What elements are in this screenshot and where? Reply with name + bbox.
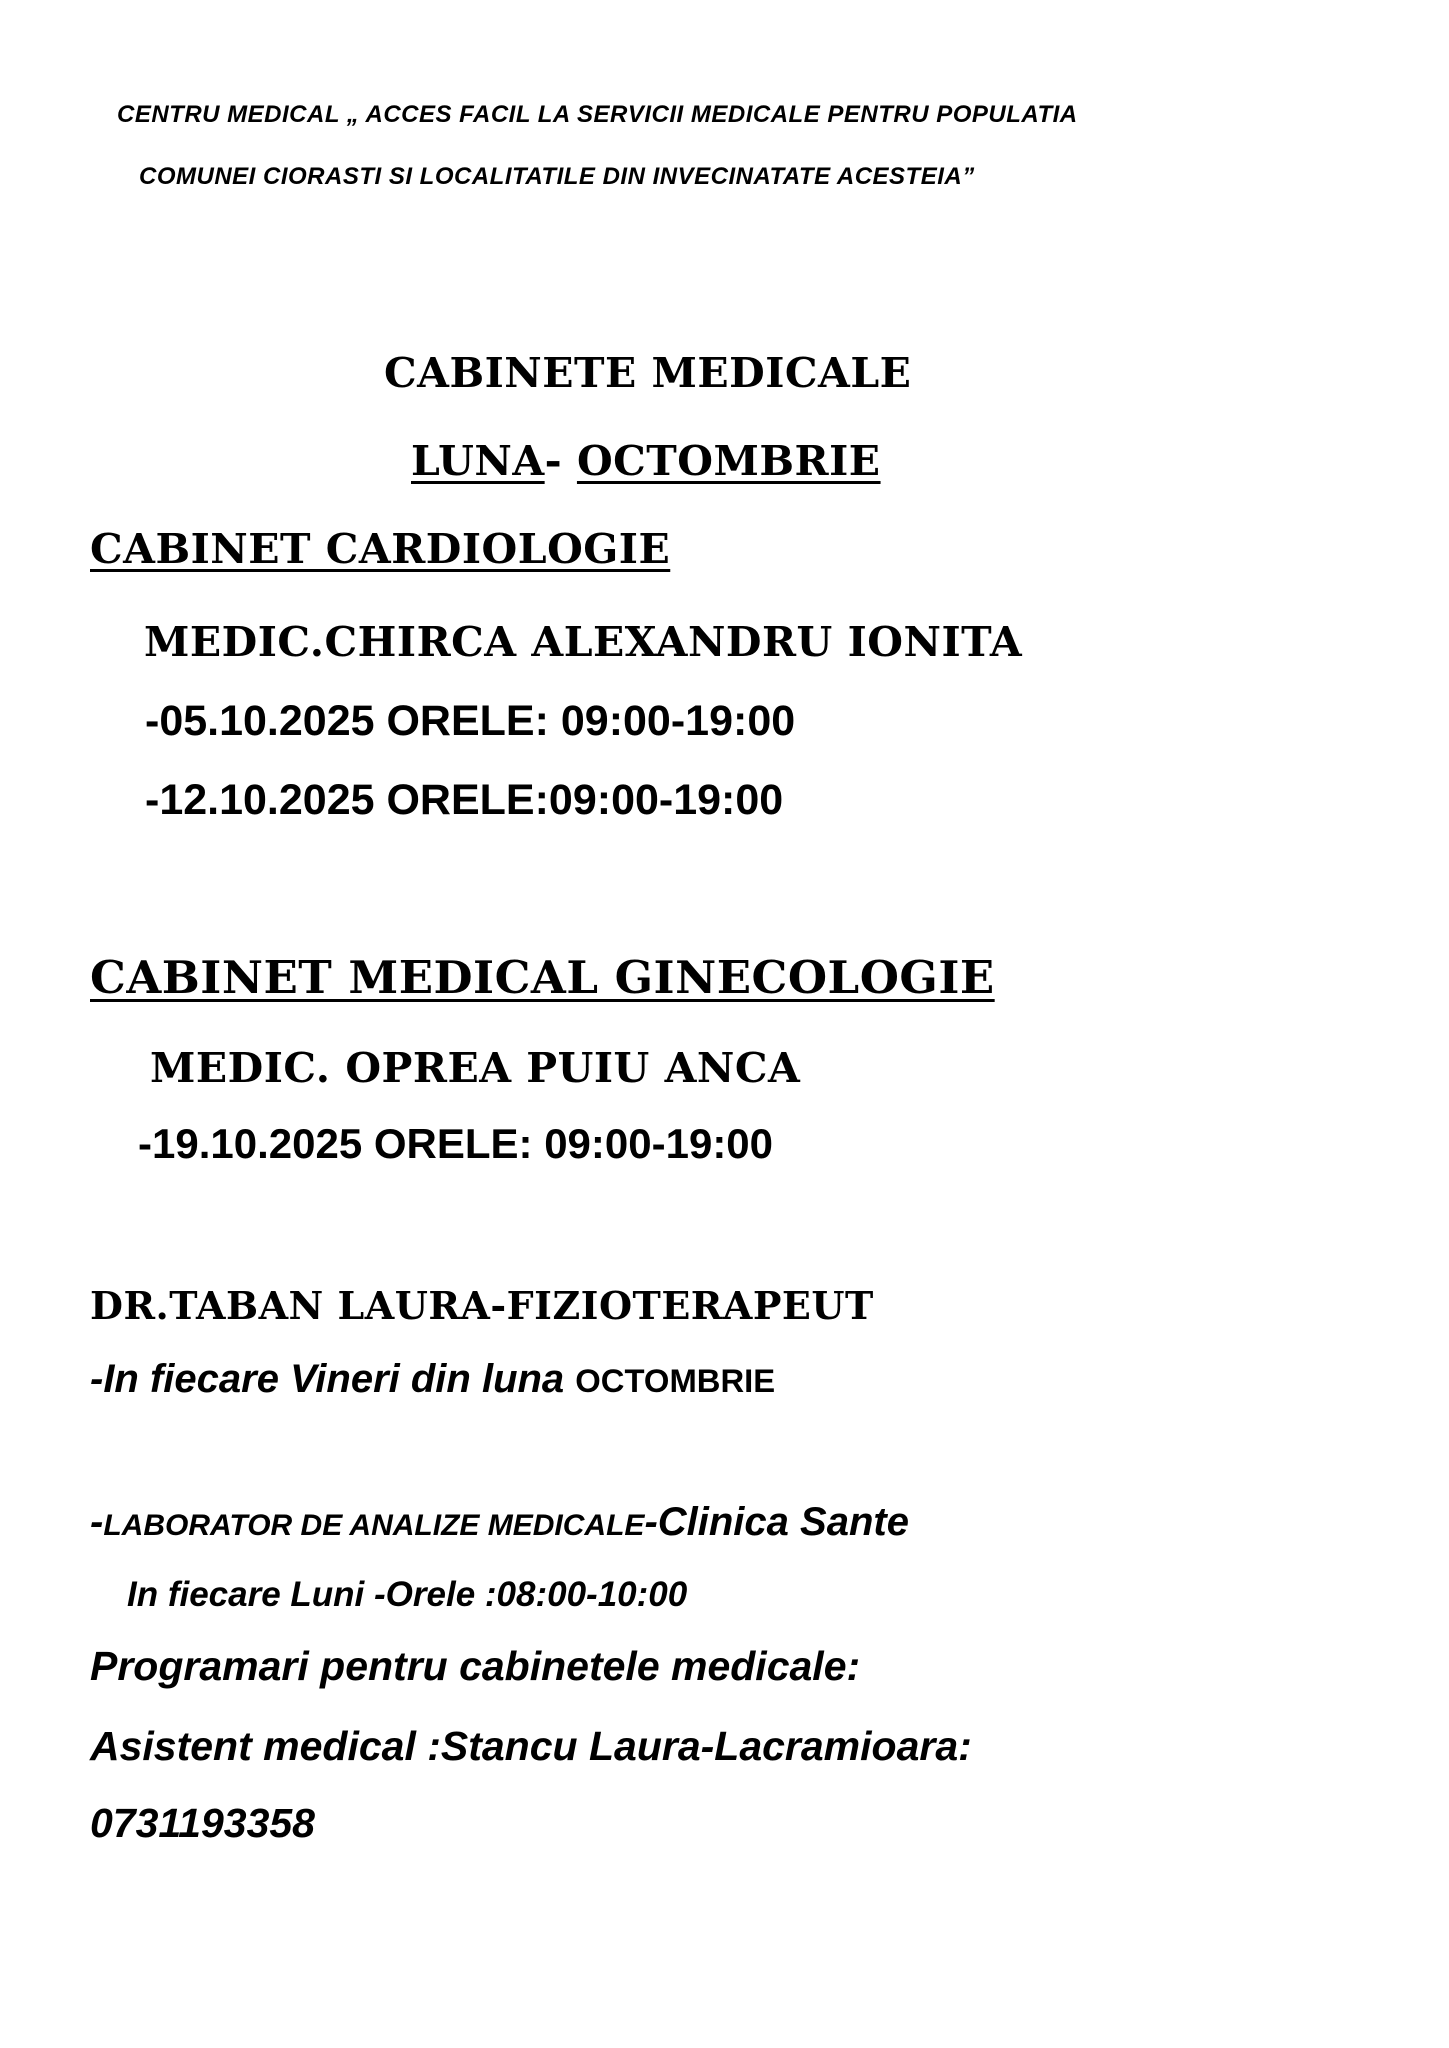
appointments-line-2: Asistent medical :Stancu Laura-Lacramioara:: [90, 1723, 972, 1769]
lab-label: LABORATOR DE ANALIZE MEDICALE: [103, 1509, 645, 1542]
gynecology-heading: CABINET MEDICAL GINECOLOGIE: [90, 951, 995, 1004]
header-line-1: CENTRU MEDICAL „ ACCES FACIL LA SERVICII MEDICALE PENTRU POPULATIA: [117, 101, 1078, 128]
gynecology-date-1: -19.10.2025 ORELE: 09:00-19:00: [138, 1120, 774, 1167]
lab-line: [90, 1500, 909, 1545]
cardiology-heading: CABINET CARDIOLOGIE: [90, 525, 671, 573]
cardiology-date-2: -12.10.2025 ORELE:09:00-19:00: [145, 776, 784, 824]
cardiology-doctor: MEDIC.CHIRCA ALEXANDRU IONITA: [144, 618, 1023, 666]
month-value: OCTOMBRIE: [576, 437, 881, 485]
physio-heading: DR.TABAN LAURA-FIZIOTERAPEUT: [90, 1283, 874, 1328]
month-line: [411, 437, 881, 485]
header-line-2: COMUNEI CIORASTI SI LOCALITATILE DIN INVECINATATE ACESTEIA”: [139, 163, 975, 190]
page-title: CABINETE MEDICALE: [384, 349, 912, 397]
physio-schedule-prefix: -In fiecare Vineri din luna: [90, 1357, 576, 1401]
appointments-line-1: Programari pentru cabinetele medicale:: [90, 1643, 861, 1689]
gynecology-doctor: MEDIC. OPREA PUIU ANCA: [150, 1044, 801, 1092]
physio-schedule-month: OCTOMBRIE: [575, 1362, 776, 1399]
lab-dash: -: [90, 1500, 104, 1544]
cardiology-date-1: -05.10.2025 ORELE: 09:00-19:00: [145, 697, 796, 745]
month-separator: -: [544, 437, 577, 485]
lab-clinic: -Clinica Sante: [644, 1500, 909, 1544]
lab-schedule: In fiecare Luni -Orele :08:00-10:00: [127, 1575, 688, 1614]
month-label: LUNA: [411, 437, 545, 485]
appointments-phone: 0731193358: [90, 1800, 315, 1846]
physio-schedule: [90, 1357, 775, 1402]
